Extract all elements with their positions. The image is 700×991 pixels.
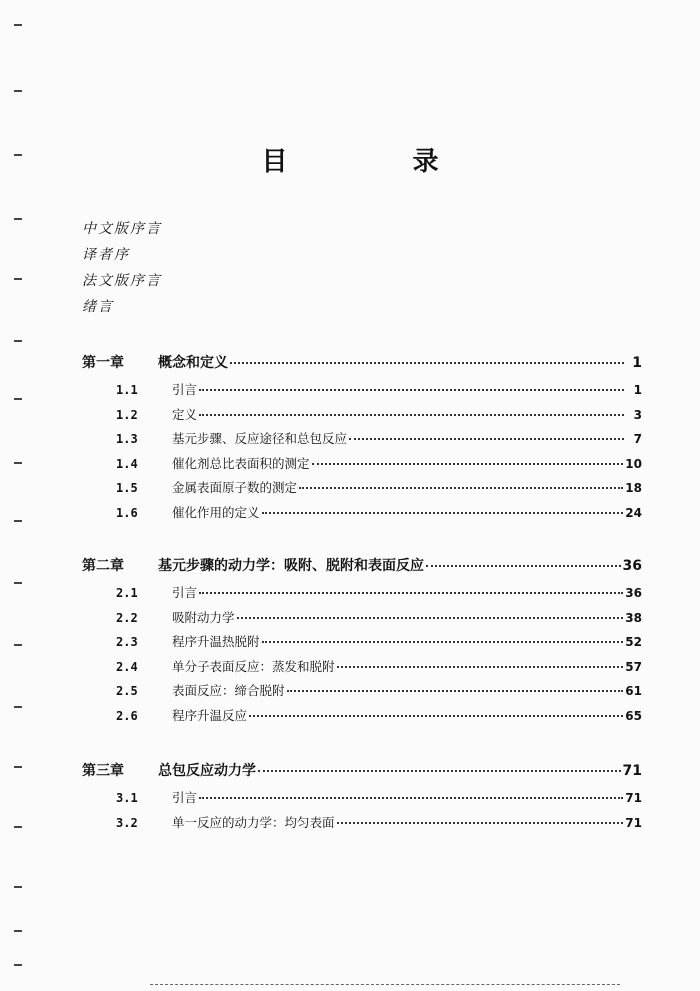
chapter-title: 基元步骤的动力学：吸附、脱附和表面反应 — [158, 558, 424, 574]
dot-leader — [230, 362, 624, 364]
page-number: 61 — [625, 684, 642, 699]
section-number: 2.2 — [116, 610, 138, 625]
front-matter-item-translator-preface[interactable]: 译者序 — [82, 247, 130, 263]
dot-leader — [199, 414, 624, 416]
scan-mark — [14, 340, 22, 342]
page-number: 3 — [633, 407, 642, 422]
page-number: 1 — [633, 383, 642, 397]
page-number: 7 — [633, 432, 642, 447]
section-title: 程序升温反应 — [172, 707, 248, 723]
scan-mark — [14, 218, 22, 220]
page-number: 71 — [622, 763, 642, 779]
section-title: 催化作用的定义 — [172, 504, 260, 520]
page-number: 18 — [625, 481, 642, 496]
section-title: 基元步骤、反应途径和总包反应 — [172, 431, 348, 447]
dot-leader — [262, 512, 624, 514]
section-entry[interactable] — [82, 405, 642, 430]
scan-mark — [14, 398, 22, 400]
front-matter-list — [82, 216, 162, 320]
section-title: 引言 — [172, 382, 198, 397]
dot-leader — [337, 666, 624, 668]
chapter-2 — [82, 555, 642, 731]
chapter-heading[interactable] — [82, 555, 642, 581]
page-title: 目 录 — [261, 147, 497, 177]
section-entry[interactable] — [82, 478, 642, 503]
dot-leader — [199, 389, 624, 391]
chapter-label: 第二章 — [82, 558, 124, 574]
chapter-heading[interactable] — [82, 352, 642, 378]
scan-mark — [14, 462, 22, 464]
section-number: 2.5 — [116, 684, 138, 699]
section-number: 1.2 — [116, 407, 138, 422]
dot-leader — [349, 438, 624, 440]
section-number: 2.3 — [116, 635, 138, 650]
dot-leader — [337, 822, 624, 824]
chapter-3 — [82, 760, 642, 837]
page-number: 10 — [625, 456, 642, 471]
section-entry[interactable] — [82, 632, 642, 657]
section-number: 3.1 — [116, 791, 138, 805]
section-number: 2.6 — [116, 708, 138, 723]
section-number: 1.4 — [116, 456, 138, 471]
section-title: 催化剂总比表面积的测定 — [172, 455, 310, 471]
scan-mark — [14, 520, 22, 522]
page-number: 71 — [625, 815, 642, 830]
section-entry[interactable] — [82, 788, 642, 813]
front-matter-item-chinese-preface[interactable]: 中文版序言 — [82, 221, 162, 237]
section-title: 引言 — [172, 585, 198, 600]
scan-mark — [14, 278, 22, 280]
page-number: 71 — [625, 791, 642, 805]
section-title: 引言 — [172, 790, 198, 805]
scan-mark — [14, 964, 22, 966]
section-number: 2.4 — [116, 659, 138, 674]
section-title: 单分子表面反应：蒸发和脱附 — [172, 658, 335, 674]
section-number: 3.2 — [116, 815, 138, 830]
scan-mark — [14, 886, 22, 888]
scan-mark — [14, 930, 22, 932]
section-entry[interactable] — [82, 583, 642, 608]
section-number: 2.1 — [116, 586, 138, 600]
bottom-rule — [150, 984, 620, 985]
section-entry[interactable] — [82, 454, 642, 479]
page-number: 36 — [625, 586, 642, 600]
dot-leader — [299, 487, 623, 489]
section-number: 1.1 — [116, 383, 138, 397]
scan-mark — [14, 90, 22, 92]
dot-leader — [312, 463, 624, 465]
dot-leader — [262, 641, 624, 643]
page-number: 24 — [625, 505, 642, 520]
dot-leader — [287, 690, 624, 692]
chapter-label: 第一章 — [82, 355, 124, 371]
section-title: 表面反应：缔合脱附 — [172, 683, 285, 699]
dot-leader — [199, 592, 623, 594]
page-number: 1 — [632, 355, 642, 371]
scan-mark — [14, 644, 22, 646]
scan-mark — [14, 24, 22, 26]
chapter-label: 第三章 — [82, 763, 124, 779]
section-entry[interactable] — [82, 681, 642, 706]
dot-leader — [258, 770, 621, 772]
section-title: 程序升温热脱附 — [172, 634, 260, 650]
chapter-heading[interactable] — [82, 760, 642, 786]
section-entry[interactable] — [82, 503, 642, 528]
section-entry[interactable] — [82, 429, 642, 454]
section-number: 1.3 — [116, 432, 138, 447]
section-title: 金属表面原子数的测定 — [172, 480, 298, 496]
section-entry[interactable] — [82, 380, 642, 405]
page-number: 57 — [625, 659, 642, 674]
page-number: 65 — [625, 708, 642, 723]
scan-mark — [14, 826, 22, 828]
scan-mark — [14, 582, 22, 584]
chapter-title: 总包反应动力学 — [158, 763, 256, 779]
section-number: 1.5 — [116, 481, 138, 496]
front-matter-item-introduction[interactable]: 绪言 — [82, 299, 114, 315]
section-title: 吸附动力学 — [172, 609, 235, 625]
dot-leader — [249, 715, 623, 717]
section-entry[interactable] — [82, 608, 642, 633]
scan-mark — [14, 766, 22, 768]
page-number: 38 — [625, 610, 642, 625]
scan-mark — [14, 706, 22, 708]
section-entry[interactable] — [82, 813, 642, 838]
dot-leader — [426, 565, 621, 567]
section-title: 定义 — [172, 406, 198, 422]
section-entry[interactable] — [82, 706, 642, 731]
section-entry[interactable] — [82, 657, 642, 682]
page-number: 52 — [625, 635, 642, 650]
dot-leader — [199, 797, 623, 799]
front-matter-item-french-preface[interactable]: 法文版序言 — [82, 273, 162, 289]
page-number: 36 — [622, 558, 642, 574]
chapter-title: 概念和定义 — [158, 355, 228, 371]
dot-leader — [237, 617, 624, 619]
section-title: 单一反应的动力学：均匀表面 — [172, 814, 335, 830]
chapter-1 — [82, 352, 642, 528]
section-number: 1.6 — [116, 505, 138, 520]
